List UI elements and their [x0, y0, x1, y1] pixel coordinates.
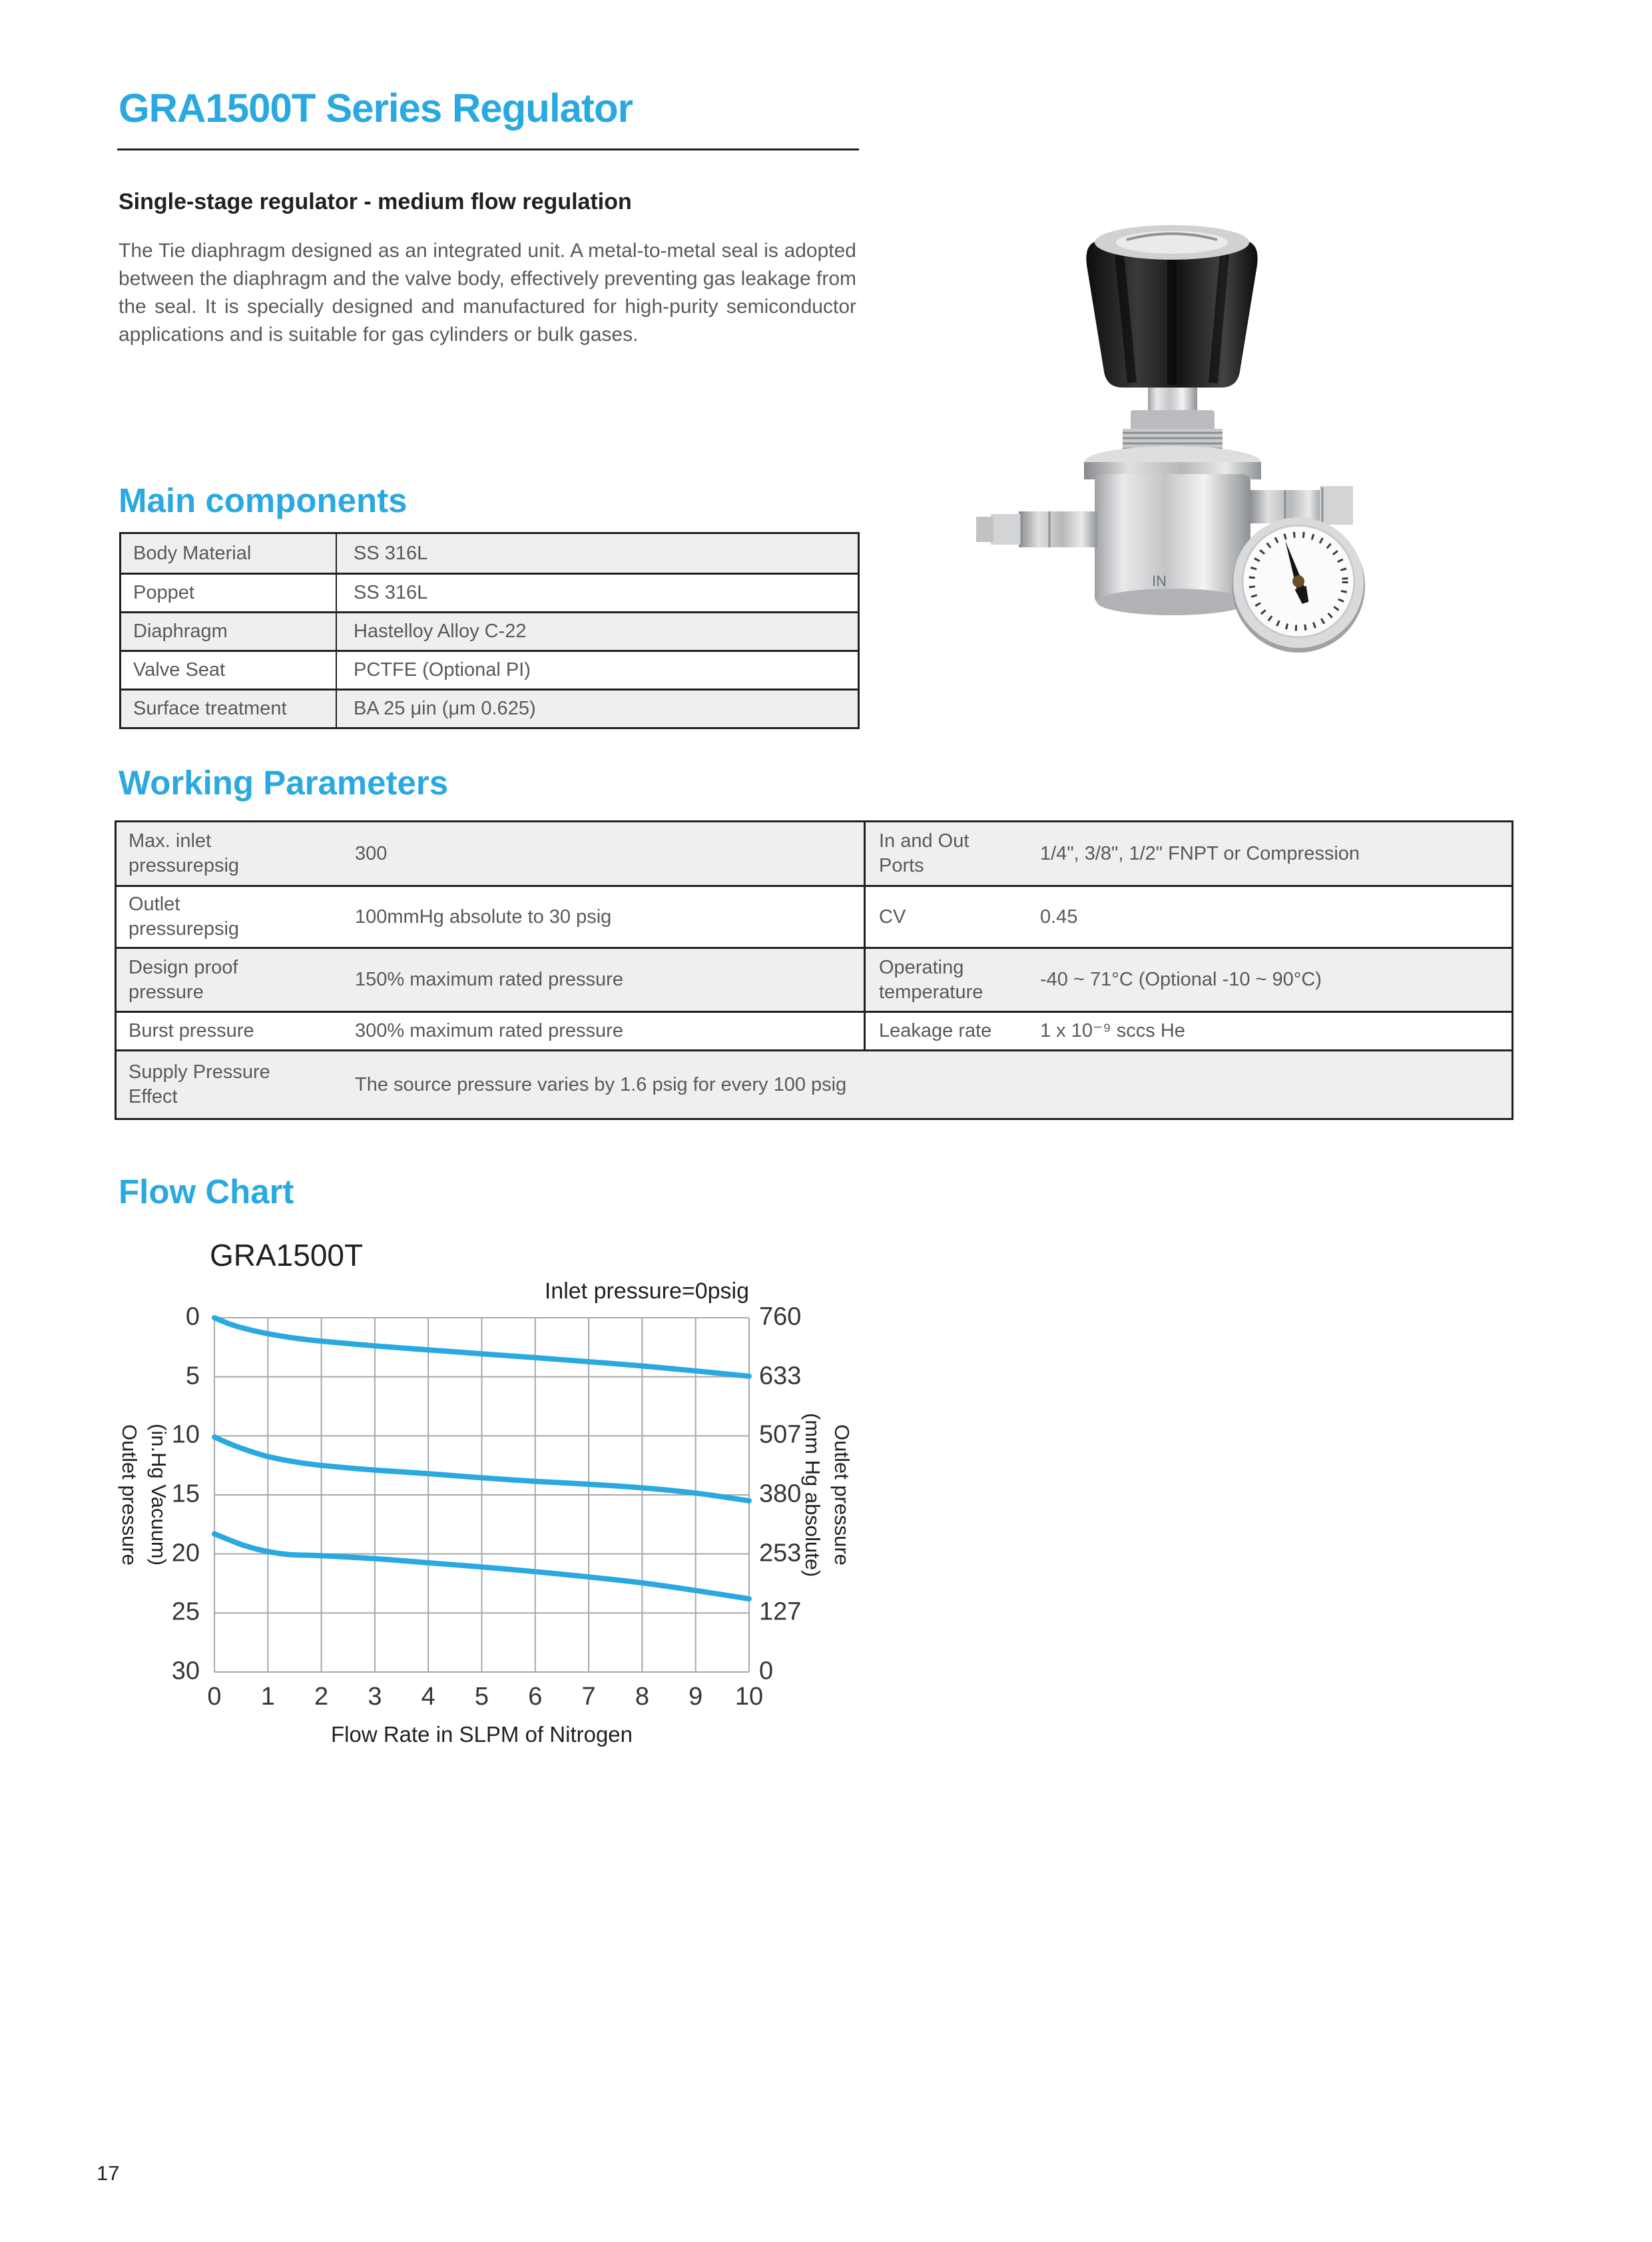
- parameter-value: 100mmHg absolute to 30 psig: [355, 906, 612, 928]
- component-value: PCTFE (Optional PI): [354, 659, 531, 681]
- page-title: GRA1500T Series Regulator: [119, 86, 633, 131]
- y-axis-label-right-line1: Outlet pressure: [830, 1424, 854, 1565]
- x-axis-tick: 8: [635, 1683, 649, 1711]
- flow-chart-plot: [171, 1302, 802, 1711]
- table-row: [121, 611, 858, 650]
- x-axis-tick: 0: [207, 1683, 222, 1711]
- parameter-label: CV: [864, 887, 1007, 947]
- y-axis-tick-left: 30: [171, 1657, 200, 1685]
- parameter-label: Design proof pressure: [129, 956, 238, 1003]
- parameter-value: 150% maximum rated pressure: [355, 969, 623, 990]
- x-axis-tick: 6: [528, 1683, 543, 1711]
- x-axis-tick: 4: [421, 1683, 435, 1711]
- title-rule: [117, 148, 859, 150]
- flow-chart-canvas: [214, 1318, 749, 1672]
- chart-annotation: Inlet pressure=0psig: [544, 1278, 749, 1304]
- chart-title: GRA1500T: [210, 1238, 364, 1272]
- parameter-label: Outlet pressurepsig: [129, 894, 240, 940]
- working-parameters-table: [115, 820, 1514, 1120]
- parameter-label: In and Out Ports: [864, 822, 1007, 885]
- y-axis-tick-left: 15: [171, 1480, 200, 1508]
- parameter-value: 1 x 10⁻⁹ sccs He: [1040, 1020, 1185, 1041]
- product-photo-regulator: [952, 213, 1392, 653]
- parameter-value: 1/4", 3/8", 1/2" FNPT or Compression: [1040, 842, 1360, 864]
- component-label: Valve Seat: [121, 652, 337, 689]
- parameter-value: 300: [355, 842, 388, 864]
- section-heading-flow-chart: Flow Chart: [119, 1173, 294, 1211]
- component-label: Diaphragm: [121, 613, 337, 650]
- x-axis-title: Flow Rate in SLPM of Nitrogen: [330, 1722, 633, 1747]
- y-axis-label-left: [115, 1318, 173, 1672]
- x-axis-tick: 3: [368, 1683, 382, 1711]
- parameter-label: Leakage rate: [864, 1013, 1007, 1049]
- y-axis-label-left-line2: (in.Hg Vacuum): [147, 1424, 170, 1566]
- x-axis-tick: 10: [734, 1683, 764, 1711]
- y-axis-tick-left: 10: [171, 1420, 200, 1449]
- inlet-fitting: [976, 511, 1097, 547]
- component-value: Hastelloy Alloy C-22: [354, 621, 527, 642]
- component-value: SS 316L: [354, 582, 428, 603]
- y-axis-tick-right: 0: [759, 1657, 774, 1685]
- parameter-value: The source pressure varies by 1.6 psig for every 100 psig: [355, 1073, 847, 1095]
- parameter-value: -40 ~ 71°C (Optional -10 ~ 90°C): [1040, 969, 1322, 990]
- y-axis-tick-left: 0: [185, 1302, 200, 1331]
- parameter-label: Operating temperature: [864, 949, 1007, 1011]
- y-axis-label-right: [798, 1318, 856, 1672]
- table-row: [121, 650, 858, 689]
- pressure-gauge: [1232, 517, 1365, 653]
- adjustment-knob: [1086, 225, 1257, 388]
- section-heading-working-parameters: Working Parameters: [119, 764, 449, 802]
- main-components-table: [119, 532, 860, 729]
- parameter-label: Burst pressure: [129, 1020, 254, 1041]
- y-axis-label-right-line2: (mm Hg absolute): [801, 1412, 824, 1577]
- x-axis-tick: 7: [581, 1683, 596, 1711]
- y-axis-tick-right: 507: [759, 1420, 802, 1449]
- table-row: [117, 947, 1512, 1011]
- component-label: Surface treatment: [121, 691, 337, 727]
- section-heading-main-components: Main components: [119, 481, 408, 519]
- parameter-value: 300% maximum rated pressure: [355, 1020, 623, 1041]
- table-row: [117, 822, 1512, 885]
- y-axis-tick-right: 760: [759, 1302, 802, 1331]
- component-label: Body Material: [121, 534, 337, 573]
- y-axis-label-left-line1: Outlet pressure: [118, 1424, 141, 1565]
- parameter-label: Max. inlet pressurepsig: [129, 830, 240, 876]
- y-axis-tick-left: 20: [171, 1539, 200, 1567]
- component-value: SS 316L: [354, 542, 428, 564]
- x-axis-tick: 5: [474, 1683, 489, 1711]
- component-label: Poppet: [121, 575, 337, 611]
- component-value: BA 25 μin (μm 0.625): [354, 698, 536, 719]
- x-axis-tick: 2: [314, 1683, 329, 1711]
- table-row: [117, 1011, 1512, 1049]
- x-axis-tick: 1: [260, 1683, 275, 1711]
- subtitle: Single-stage regulator - medium flow regulation: [119, 189, 632, 214]
- table-row: [121, 573, 858, 611]
- table-row: [121, 534, 858, 573]
- port-in-label: IN: [1152, 573, 1167, 589]
- y-axis-tick-right: 633: [759, 1362, 802, 1390]
- y-axis-tick-right: 380: [759, 1480, 802, 1508]
- parameter-label: Supply Pressure Effect: [129, 1061, 270, 1107]
- x-axis-tick: 9: [688, 1683, 703, 1711]
- y-axis-tick-left: 25: [171, 1597, 200, 1626]
- page-number: 17: [97, 2161, 120, 2185]
- table-row: [117, 1049, 1512, 1118]
- product-description: The Tie diaphragm designed as an integrated unit. A metal-to-metal seal is adopted between the diaphragm and the valve body, effectively preventing gas leakage from the seal. It is specially designed and manufactured for high-purity semiconductor applications and is suitable for gas cylinders or bulk gases.: [119, 240, 856, 346]
- y-axis-tick-left: 5: [185, 1362, 200, 1390]
- parameter-value: 0.45: [1040, 906, 1078, 928]
- table-row: [117, 885, 1512, 947]
- table-row: [121, 689, 858, 727]
- y-axis-tick-right: 127: [759, 1597, 802, 1626]
- y-axis-tick-right: 253: [759, 1539, 802, 1567]
